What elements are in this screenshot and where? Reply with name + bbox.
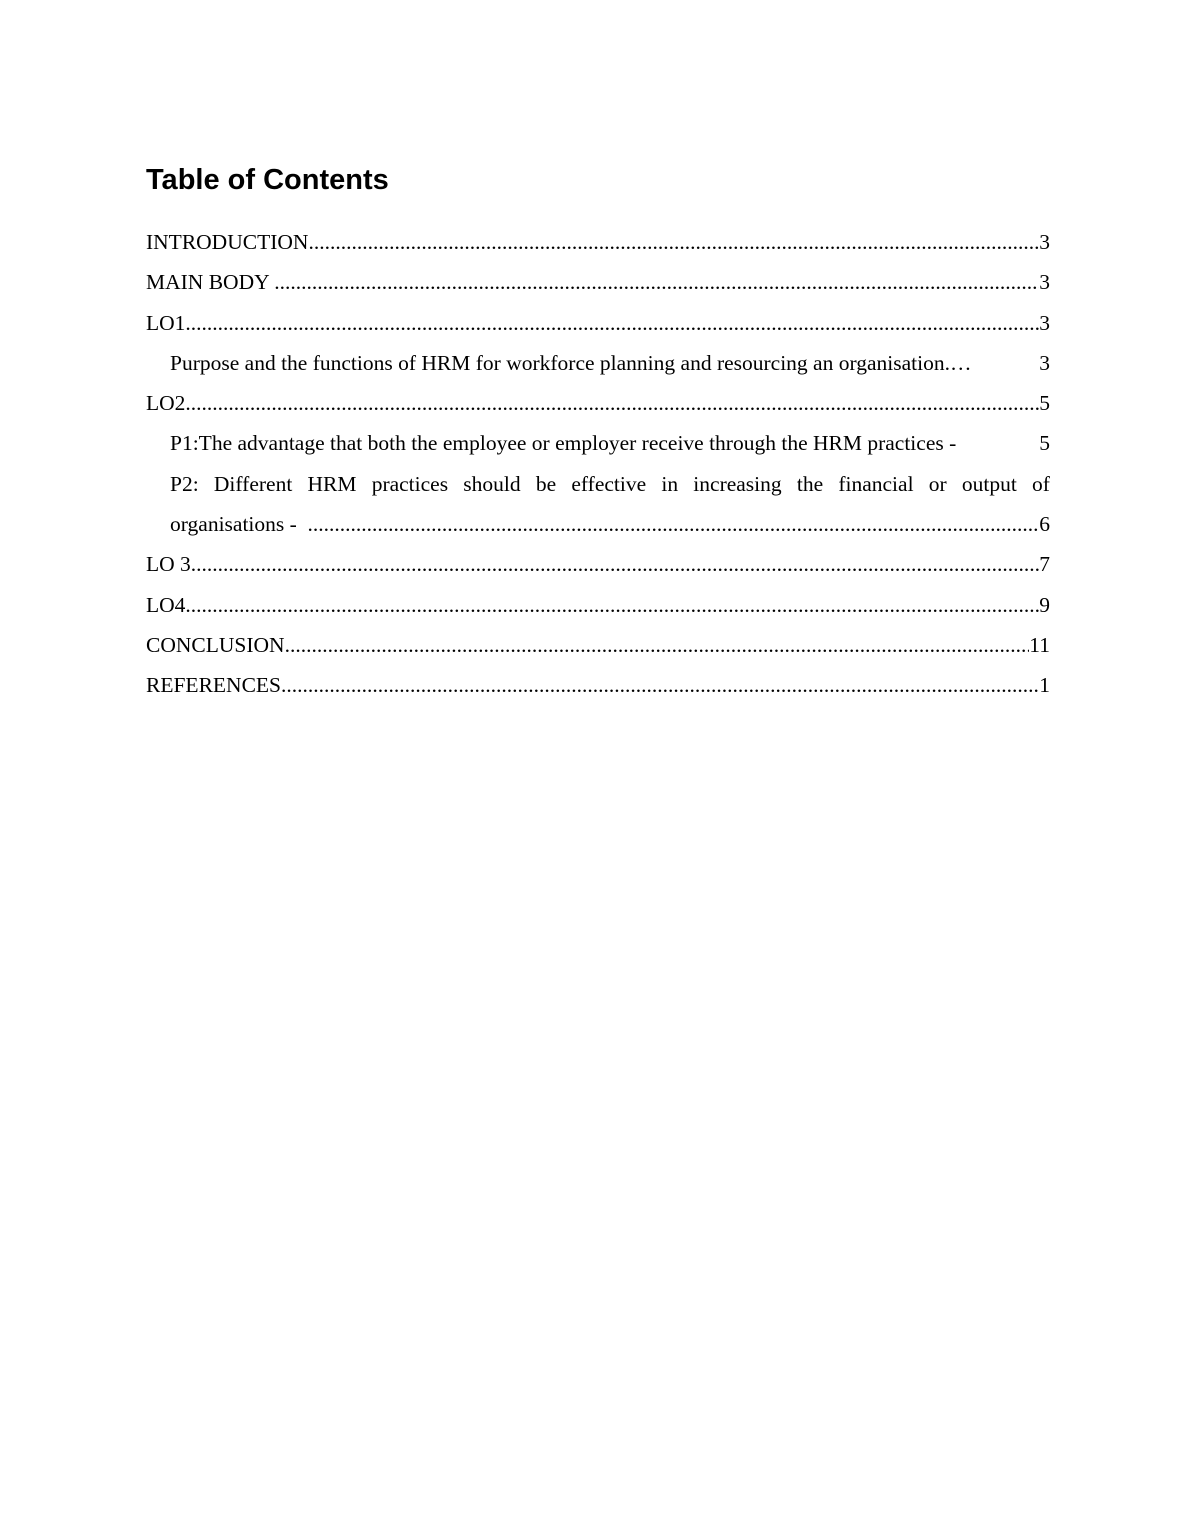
toc-page-number: 6 bbox=[1039, 512, 1050, 537]
dot-leader bbox=[185, 585, 1039, 625]
p2-word: P2: bbox=[170, 471, 199, 496]
toc-entry-label: MAIN BODY bbox=[146, 270, 275, 295]
p2-word: practices bbox=[371, 471, 449, 496]
dot-leader bbox=[191, 544, 1039, 584]
p2-word: of bbox=[1032, 471, 1050, 496]
toc-entry-label: LO 3 bbox=[146, 552, 191, 577]
toc-entry-main-body[interactable] bbox=[146, 262, 1050, 302]
toc-entry-p1-advantage[interactable] bbox=[146, 423, 1050, 463]
toc-page-number: 1 bbox=[1039, 673, 1050, 698]
toc-entry-label: LO1 bbox=[146, 310, 186, 335]
dot-leader bbox=[308, 222, 1039, 262]
toc-entry-lo3[interactable] bbox=[146, 544, 1050, 584]
toc-entry-introduction[interactable] bbox=[146, 222, 1050, 262]
toc-entry-label: REFERENCES bbox=[146, 673, 281, 698]
dot-leader bbox=[281, 665, 1039, 705]
toc-entry-label bbox=[170, 464, 1050, 504]
p2-word: should bbox=[463, 471, 521, 496]
toc-entry-lo4[interactable] bbox=[146, 585, 1050, 625]
p2-word: financial bbox=[838, 471, 914, 496]
table-of-contents bbox=[146, 222, 1050, 706]
p2-word: output bbox=[961, 471, 1017, 496]
toc-entry-purpose-functions-hrm[interactable] bbox=[146, 343, 1050, 383]
toc-page-number: 5 bbox=[1039, 431, 1050, 456]
toc-entry-label: organisations - bbox=[170, 512, 308, 537]
toc-entry-p2-continuation[interactable] bbox=[146, 504, 1050, 544]
toc-entry-references[interactable] bbox=[146, 665, 1050, 705]
toc-page-number: 11 bbox=[1029, 632, 1050, 657]
toc-title: Table of Contents bbox=[146, 164, 389, 196]
dot-leader bbox=[185, 383, 1039, 423]
toc-entry-lo2[interactable] bbox=[146, 383, 1050, 423]
dot-leader bbox=[308, 504, 1040, 544]
toc-page-number: 3 bbox=[1039, 230, 1050, 254]
toc-page-number: 3 bbox=[1039, 310, 1050, 335]
toc-entry-p2-practices[interactable] bbox=[146, 464, 1050, 504]
dot-leader bbox=[285, 625, 1030, 665]
dot-leader bbox=[274, 262, 1039, 302]
p2-word: Different bbox=[213, 471, 293, 496]
toc-entry-label: INTRODUCTION bbox=[146, 230, 309, 254]
p2-word: the bbox=[796, 471, 824, 496]
p2-word: HRM bbox=[307, 471, 357, 496]
toc-page-number: 3 bbox=[1039, 270, 1050, 295]
toc-page-number: 5 bbox=[1039, 391, 1050, 416]
toc-entry-label: LO2 bbox=[146, 391, 186, 416]
toc-page-number: 3 bbox=[1039, 350, 1050, 375]
dot-leader bbox=[950, 343, 1039, 383]
p2-word: effective bbox=[571, 471, 647, 496]
p2-word: or bbox=[928, 471, 947, 496]
toc-entry-label: CONCLUSION bbox=[146, 632, 285, 657]
p2-word: in bbox=[661, 471, 679, 496]
toc-page-number: 9 bbox=[1039, 592, 1050, 617]
toc-entry-label: Purpose and the functions of HRM for workforce planning and resourcing an organisation. bbox=[170, 350, 950, 375]
p2-word: be bbox=[535, 471, 557, 496]
toc-page-number: 7 bbox=[1039, 552, 1050, 577]
dot-leader bbox=[185, 303, 1039, 343]
toc-entry-conclusion[interactable] bbox=[146, 625, 1050, 665]
p2-word: increasing bbox=[693, 471, 782, 496]
toc-entry-lo1[interactable] bbox=[146, 303, 1050, 343]
toc-entry-label: LO4 bbox=[146, 592, 186, 617]
toc-entry-label: P1:The advantage that both the employee or employer receive through the HRM practices - bbox=[170, 431, 962, 456]
